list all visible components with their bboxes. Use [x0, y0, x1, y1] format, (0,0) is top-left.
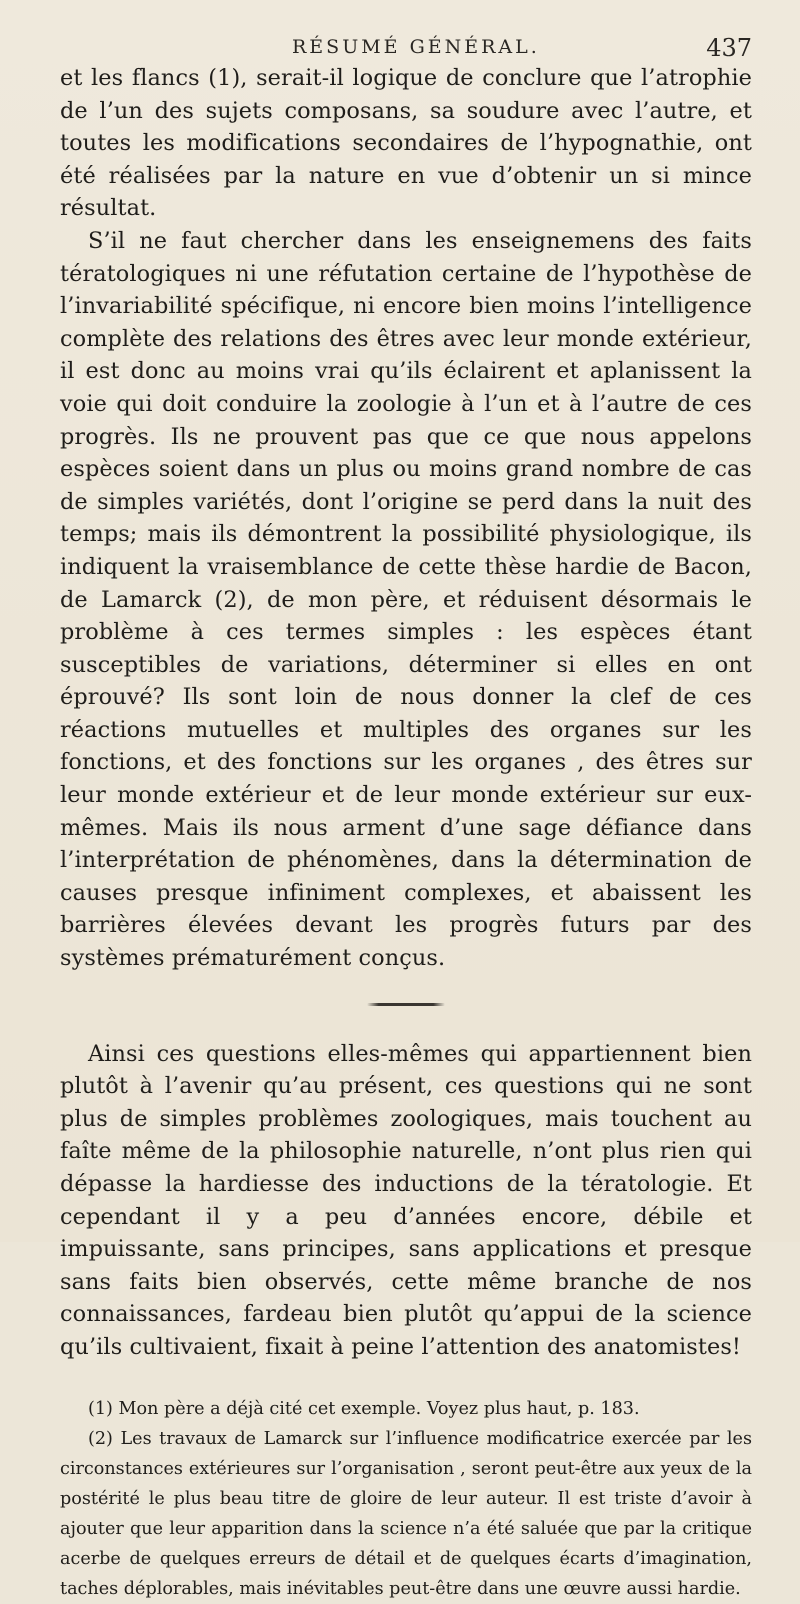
- paragraph-continuation: et les flancs (1), serait-il logique de conclure que l’atrophie de l’un des sujets composans, sa soudure avec l’autre, et toutes les modifications secondaires de l’hypognathie, ont été réalisées par la nature en vue d’obtenir un si mince résultat.: [60, 65, 752, 222]
- paragraph: S’il ne faut chercher dans les enseignemens des faits tératologiques ni une réfutation certaine de l’hypothèse de l’invariabilité spécifique, ni encore bien moins l’intelligence complète des relations des êtres avec leur monde extérieur, il est donc au moins vrai qu’ils éclairent et aplanissent la voie qui doit conduire la zoologie à l’un et à l’autre de ces progrès. Ils ne prouvent pas que ce que nous appelons espèces soient dans un plus ou moins grand nombre de cas de simples variétés, dont l’origine se perd dans la nuit des temps; mais ils démontrent la possibilité physiologique, ils indiquent la vraisemblance de cette thèse hardie de Bacon, de Lamarck (2), de mon père, et réduisent désormais le problème à ces termes simples : les espèces étant susceptibles de variations, déterminer si elles en ont éprouvé? Ils sont loin de nous donner la clef de ces réactions mutuelles et multiples des organes sur les fonctions, et des fonctions sur les organes , des êtres sur leur monde extérieur et de leur monde extérieur sur eux-mêmes. Mais ils nous arment d’une sage défiance dans l’interprétation de phénomènes, dans la détermination de causes presque infiniment complexes, et abaissent les barrières élevées devant les progrès futurs par des systèmes prématurément conçus.: [60, 227, 752, 972]
- section-separator: [367, 1003, 445, 1006]
- page-header: [60, 0, 752, 62]
- page-number: 437: [706, 34, 752, 62]
- main-text: [60, 62, 752, 1364]
- running-title: RÉSUMÉ GÉNÉRAL.: [292, 36, 540, 58]
- footnote-1: (1) Mon père a déjà cité cet exemple. Voyez plus haut, p. 183.: [88, 1398, 640, 1419]
- paragraph: Ainsi ces questions elles-mêmes qui appartiennent bien plutôt à l’avenir qu’au présent, ces questions qui ne sont plus de simples problèmes zoologiques, mais touchent au faîte même de la philosophie naturelle, n’ont plus rien qui dépasse la hardiesse des inductions de la tératologie. Et cependant il y a peu d’années encore, débile et impuissante, sans principes, sans applications et presque sans faits bien observés, cette même branche de nos connaissances, fardeau bien plutôt qu’appui de la science qu’ils cultivaient, fixait à peine l’attention des anatomistes!: [60, 1040, 752, 1360]
- footnotes: [60, 1394, 752, 1604]
- footnote-2: (2) Les travaux de Lamarck sur l’influence modificatrice exercée par les circonstances extérieures sur l’organisation , seront peut-être aux yeux de la postérité le plus beau titre de gloire de leur auteur. Il est triste d’avoir à ajouter que leur apparition dans la science n’a été saluée que par la critique acerbe de quelques erreurs de détail et de quelques écarts d’imagination, taches déplorables, mais inévitables peut-être dans une œuvre aussi hardie.: [60, 1428, 752, 1599]
